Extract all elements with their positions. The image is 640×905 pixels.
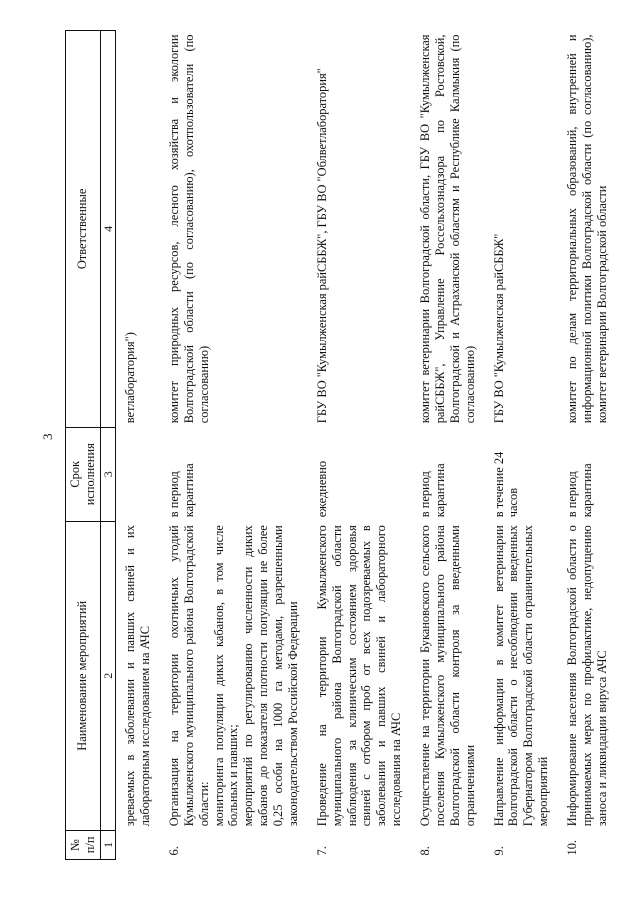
document-table-rotated bbox=[65, 30, 630, 860]
table-header-row bbox=[66, 31, 101, 860]
row-responsible: ветлаборатория") bbox=[123, 332, 138, 424]
row-responsible: ГБУ ВО "Кумылженская райСББЖ" bbox=[491, 233, 506, 424]
row-action: Направление информации в комитет ветеринарии Волгоградской области о несоблюдении введенных Губернатором Волгоградской области ограничительных мероприятий bbox=[491, 525, 551, 827]
action-line: мероприятий по регулированию численности диких кабанов до показателя плотности популяции не более 0,25 особи на 1000 га методами, разрешенными законодательством Российской Федерации bbox=[241, 525, 300, 827]
row-action bbox=[160, 521, 308, 830]
row-responsible: комитет ветеринарии Волгоградской области, ГБУ ВО "Кумылженская райСББЖ", Управление Россельхознадзора по Ростовской, Волгоградской и Астраханской областям и Республике Калмыкия (по согласованию) bbox=[418, 34, 477, 424]
row-deadline: в период карантина bbox=[166, 463, 196, 518]
column-number: 1 bbox=[100, 830, 115, 859]
row-deadline: ежедневно bbox=[314, 460, 329, 518]
row-action: Осуществление на территории Букановского сельского поселения Кумылженского муниципального района Волгоградской области контроля за введенными ограничениями bbox=[418, 525, 477, 827]
action-line: мониторинга популяции диких кабанов, в том числе больных и павших; bbox=[211, 525, 241, 827]
row-action: Проведение на территории Кумылженского муниципального района Волгоградской области наблюдения за клиническим состоянием здоровья свиней с отбором проб от всех подозреваемых в заболевании и павших свиней и лабораторного исследования на АЧС bbox=[314, 525, 404, 827]
header-responsible: Ответственные bbox=[66, 31, 101, 428]
header-action: Наименование мероприятий bbox=[66, 521, 101, 830]
header-num: № п/п bbox=[66, 830, 101, 859]
row-action: Информирование населения Волгоградской области о принимаемых мерах по профилактике, недопущению заноса и ликвидации вируса АЧС bbox=[565, 525, 609, 827]
row-num bbox=[116, 830, 160, 859]
page-number: 3 bbox=[40, 433, 55, 440]
column-number: 2 bbox=[100, 521, 115, 830]
row-num: 6. bbox=[166, 846, 181, 856]
column-number-row bbox=[100, 31, 115, 860]
row-action: зреваемых в заболевании и павших свиней и их лабораторным исследованием на АЧС bbox=[123, 525, 153, 827]
row-responsible: ГБУ ВО "Кумылженская райСББЖ", ГБУ ВО "Облветлаборатория" bbox=[314, 68, 329, 424]
table-row bbox=[558, 31, 617, 860]
table-row bbox=[116, 31, 160, 860]
row-num: 7. bbox=[314, 846, 329, 856]
table-row bbox=[411, 31, 485, 860]
row-deadline bbox=[116, 427, 160, 521]
row-deadline: в период карантина bbox=[565, 463, 594, 518]
row-num: 9. bbox=[491, 846, 506, 856]
row-responsible: комитет по делам территориальных образований, внутренней и информационной политики Волгоградской области (по согласованию), комитет ветеринарии Волгоградской области bbox=[565, 34, 609, 424]
column-number: 3 bbox=[100, 427, 115, 521]
row-num: 10. bbox=[565, 840, 580, 856]
action-line: Организация на территории охотничьих угодий Кумылженского муниципального района Волгоградской области: bbox=[166, 525, 211, 827]
column-number: 4 bbox=[100, 31, 115, 428]
table-row bbox=[308, 31, 411, 860]
header-deadline: Срок исполнения bbox=[66, 427, 101, 521]
row-responsible: комитет природных ресурсов, лесного хозяйства и экологии Волгоградской области (по согласованию), охотпользователи (по согласованию) bbox=[166, 34, 211, 424]
table-row bbox=[160, 31, 308, 860]
row-deadline: в период карантина bbox=[418, 463, 447, 518]
row-num: 8. bbox=[418, 846, 433, 856]
table-row bbox=[485, 31, 559, 860]
measures-table bbox=[65, 30, 617, 860]
row-deadline: в течение 24 часов bbox=[491, 451, 521, 518]
